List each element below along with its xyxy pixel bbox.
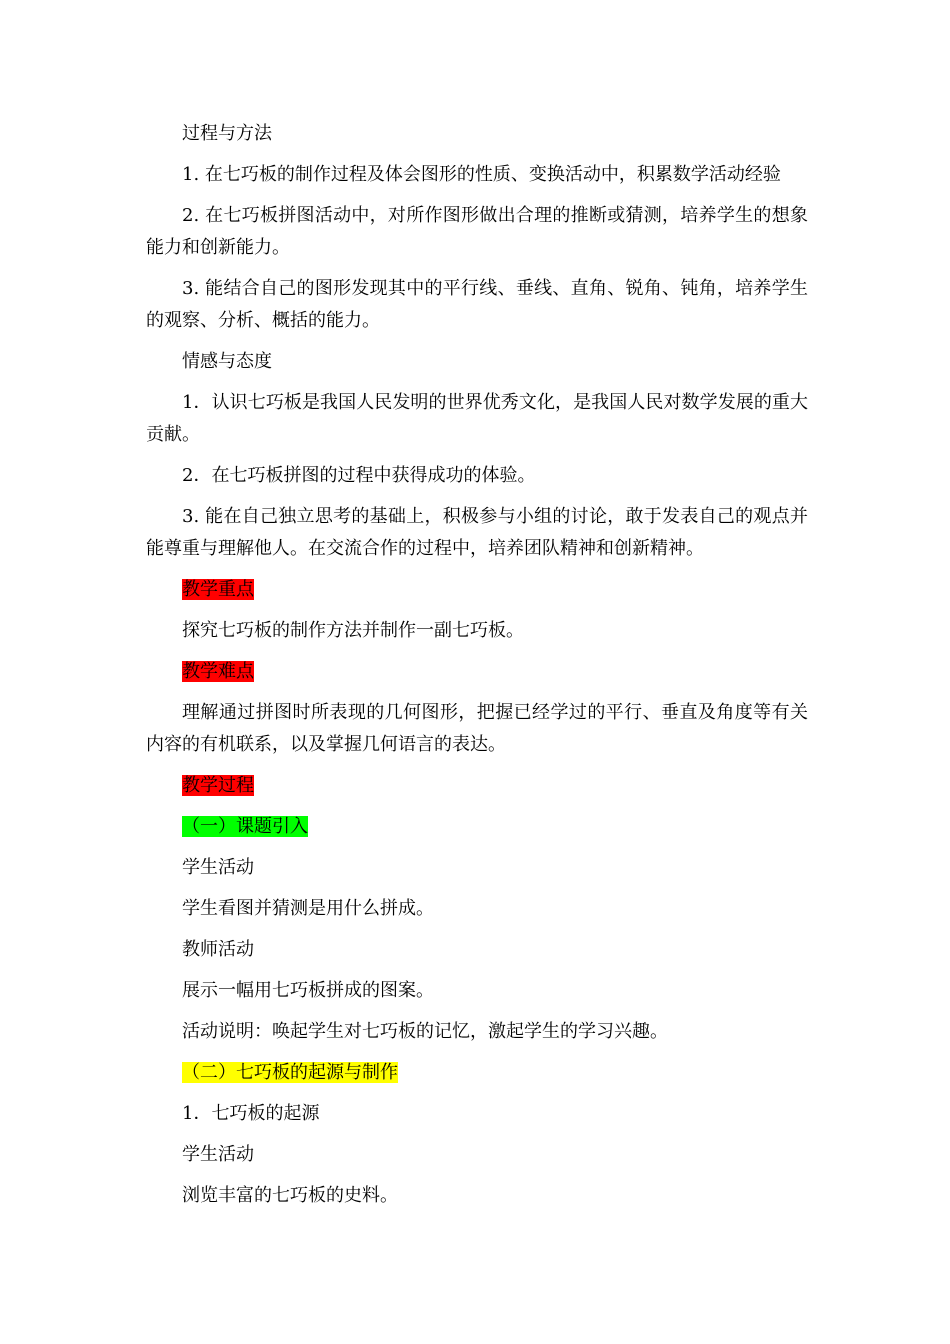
paragraph-text: 学生活动 [182,1144,254,1165]
label-student-activity-2 [146,1139,808,1171]
paragraph-activity-note [146,1016,808,1048]
paragraph-text: 2．在七巧板拼图的过程中获得成功的体验。 [182,465,536,486]
label-student-activity [146,852,808,884]
highlighted-heading: （一）课题引入 [182,816,308,837]
paragraph-text: 1. 在七巧板的制作过程及体会图形的性质、变换活动中，积累数学活动经验 [182,164,781,185]
paragraph-teaching-difficulty [146,697,808,761]
paragraph-teaching-focus [146,615,808,647]
heading-teaching-process [146,770,808,802]
highlighted-heading: 教学重点 [182,579,254,600]
heading-teaching-focus [146,574,808,606]
paragraph-text: 活动说明：唤起学生对七巧板的记忆，激起学生的学习兴趣。 [182,1021,668,1042]
paragraph-browse-history [146,1180,808,1212]
heading-origin [146,1098,808,1130]
paragraph-text: 1．认识七巧板是我国人民发明的世界优秀文化，是我国人民对数学发展的重大贡献。 [146,392,808,445]
paragraph-text: 3. 能结合自己的图形发现其中的平行线、垂线、直角、锐角、钝角，培养学生的观察、分析、概括的能力。 [146,278,808,331]
paragraph-process-2 [146,200,808,264]
document-body [146,118,808,1221]
paragraph-text: 2. 在七巧板拼图活动中，对所作图形做出合理的推断或猜测，培养学生的想象能力和创新能力。 [146,205,808,258]
paragraph-text: 理解通过拼图时所表现的几何图形，把握已经学过的平行、垂直及角度等有关内容的有机联系，以及掌握几何语言的表达。 [146,702,808,755]
paragraph-text: 学生看图并猜测是用什么拼成。 [182,898,434,919]
paragraph-text: 情感与态度 [182,351,272,372]
label-teacher-activity [146,934,808,966]
paragraph-text: 3. 能在自己独立思考的基础上，积极参与小组的讨论，敢于发表自己的观点并能尊重与理解他人。在交流合作的过程中，培养团队精神和创新精神。 [146,506,808,559]
paragraph-text: 展示一幅用七巧板拼成的图案。 [182,980,434,1001]
paragraph-text: 1．七巧板的起源 [182,1103,320,1124]
heading-process-and-method [146,118,808,150]
paragraph-emotion-3 [146,501,808,565]
paragraph-text: 过程与方法 [182,123,272,144]
paragraph-text: 教师活动 [182,939,254,960]
paragraph-teacher-activity [146,975,808,1007]
paragraph-process-3 [146,273,808,337]
paragraph-text: 学生活动 [182,857,254,878]
heading-origin-and-making [146,1057,808,1089]
paragraph-process-1 [146,159,808,191]
heading-teaching-difficulty [146,656,808,688]
paragraph-emotion-2 [146,460,808,492]
paragraph-emotion-1 [146,387,808,451]
highlighted-heading: （二）七巧板的起源与制作 [182,1062,398,1083]
highlighted-heading: 教学难点 [182,661,254,682]
paragraph-text: 浏览丰富的七巧板的史料。 [182,1185,398,1206]
highlighted-heading: 教学过程 [182,775,254,796]
heading-topic-introduction [146,811,808,843]
heading-emotion-and-attitude [146,346,808,378]
paragraph-student-activity [146,893,808,925]
paragraph-text: 探究七巧板的制作方法并制作一副七巧板。 [182,620,524,641]
